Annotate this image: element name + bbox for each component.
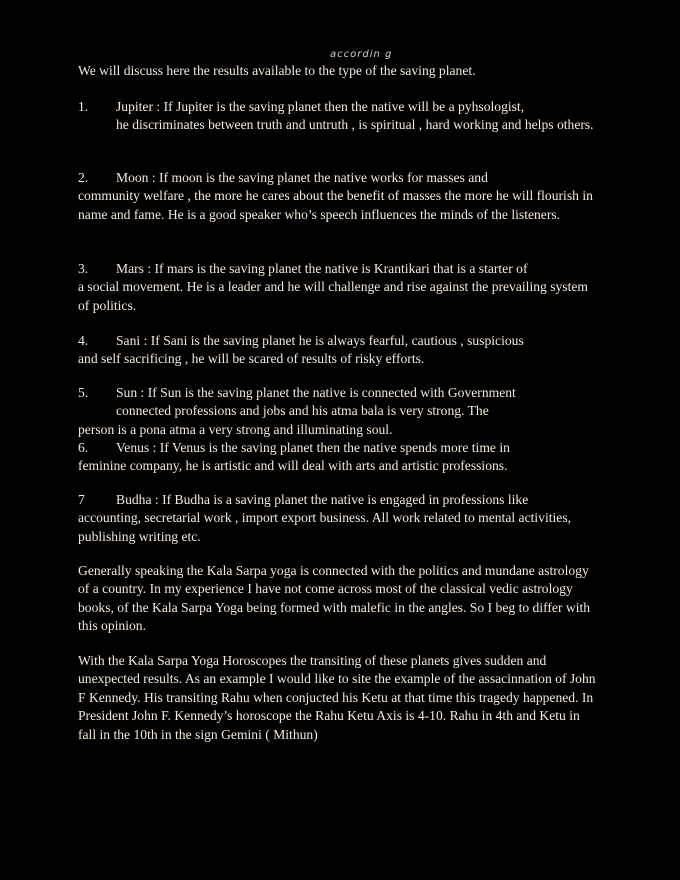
list-item-head: Budha : If Budha is a saving planet the native is engaged in professions like: [116, 492, 529, 507]
list-item-number: 3.: [78, 261, 89, 276]
list-item-head: Sun : If Sun is the saving planet the native is connected with Government: [116, 385, 516, 400]
list-item-number: 5.: [78, 385, 89, 400]
kala-sarpa-paragraph: Generally speaking the Kala Sarpa yoga is connected with the politics and mundane astrology of a country. In my experience I have not come across most of the classical vedic astrology books, of the Kala Sarpa Yoga being formed with malefic in the angles. So I beg to differ with this opinion.: [78, 563, 591, 634]
list-item-text-continued: person is a pona atma a very strong and illuminating soul.: [78, 421, 393, 437]
list-item-text: connected professions and jobs and his atma bala is very strong. The: [116, 403, 489, 419]
kennedy-paragraph: With the Kala Sarpa Yoga Horoscopes the transiting of these planets gives sudden and unexpected results. As an example I would like to site the example of the assacinnation of John F Kennedy. His transiting Rahu when conjucted his Ketu at that time this tragedy happened. In President John F. Kennedy’s horoscope the Rahu Ketu Axis is 4-10. Rahu in 4th and Ketu in fall in the 10th in the sign Gemini ( Mithun): [78, 653, 596, 742]
list-item-text: a social movement. He is a leader and he will challenge and rise against the prevailing system of politics.: [78, 279, 588, 313]
list-item-head: Jupiter : If Jupiter is the saving planet then the native will be a pyhsologist,: [116, 99, 525, 114]
list-item: [78, 332, 598, 369]
list-item-text: he discriminates between truth and untruth , is spiritual , hard working and helps others.: [116, 117, 594, 133]
list-item-head: Venus : If Venus is the saving planet then the native spends more time in: [116, 440, 510, 455]
list-item: [78, 384, 598, 439]
list-item-text: feminine company, he is artistic and will deal with arts and artistic professions.: [78, 458, 508, 474]
list-item-number: 4.: [78, 333, 89, 348]
list-item-text: accounting, secretarial work , import export business. All work related to mental activities, publishing writing etc.: [78, 510, 572, 544]
list-item: [78, 169, 598, 224]
list-item: [78, 439, 598, 476]
list-item-number: 1.: [78, 99, 89, 114]
list-item-text: and self sacrificing , he will be scared of results of risky efforts.: [78, 351, 425, 367]
list-item-head: Moon : If moon is the saving planet the native works for masses and: [116, 170, 488, 185]
list-item: [78, 491, 598, 546]
list-item: [78, 98, 598, 135]
list-item-number: 2.: [78, 170, 89, 185]
list-item: [78, 260, 598, 315]
handwritten-annotation: accordin g: [330, 49, 393, 60]
intro-paragraph: We will discuss here the results available to the type of the saving planet.: [78, 63, 476, 78]
list-item-head: Sani : If Sani is the saving planet he is always fearful, cautious , suspicious: [116, 333, 524, 348]
list-item-head: Mars : If mars is the saving planet the native is Krantikari that is a starter of: [116, 261, 528, 276]
list-item-text: community welfare , the more he cares about the benefit of masses the more he will flourish in name and fame. He is a good speaker who’s speech influences the minds of the listeners.: [78, 188, 593, 222]
list-item-number: 7: [78, 492, 85, 507]
list-item-number: 6.: [78, 440, 89, 455]
